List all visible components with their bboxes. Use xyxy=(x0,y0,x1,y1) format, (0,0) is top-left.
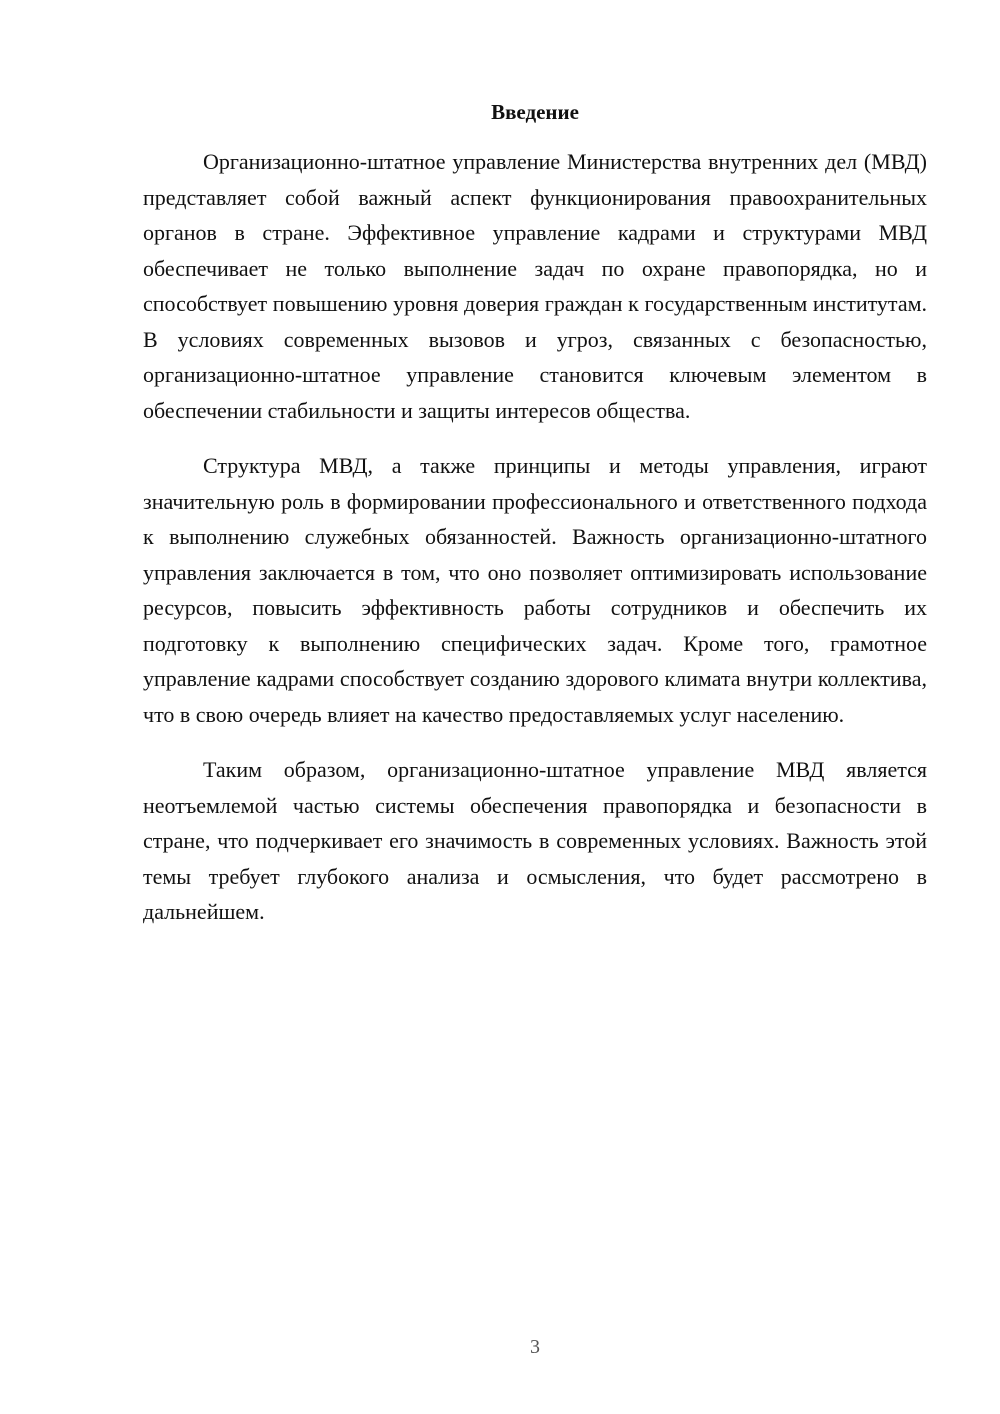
section-title: Введение xyxy=(491,100,579,124)
paragraph-1: Организационно-штатное управление Министерства внутренних дел (МВД) представляет собой важный аспект функционирования правоохранительных органов в стране. Эффективное управление кадрами и структурами МВД обеспечивает не только выполнение задач по охране правопорядка, но и способствует повышению уровня доверия граждан к государственным институтам. В условиях современных вызовов и угроз, связанных с безопасностью, организационно-штатное управление становится ключевым элементом в обеспечении стабильности и защиты интересов общества. xyxy=(143,149,927,423)
paragraph-3: Таким образом, организационно-штатное управление МВД является неотъемлемой частью системы обеспечения правопорядка и безопасности в стране, что подчеркивает его значимость в современных условиях. Важность этой темы требует глубокого анализа и осмысления, что будет рассмотрено в дальнейшем. xyxy=(143,757,927,924)
page-number: 3 xyxy=(530,1336,540,1358)
page-content xyxy=(143,96,927,950)
paragraph-2: Структура МВД, а также принципы и методы управления, играют значительную роль в формировании профессионального и ответственного подхода к выполнению служебных обязанностей. Важность организационно-штатного управления заключается в том, что оно позволяет оптимизировать использование ресурсов, повысить эффективность работы сотрудников и обеспечить их подготовку к выполнению специфических задач. Кроме того, грамотное управление кадрами способствует созданию здорового климата внутри коллектива, что в свою очередь влияет на качество предоставляемых услуг населению. xyxy=(143,453,927,727)
